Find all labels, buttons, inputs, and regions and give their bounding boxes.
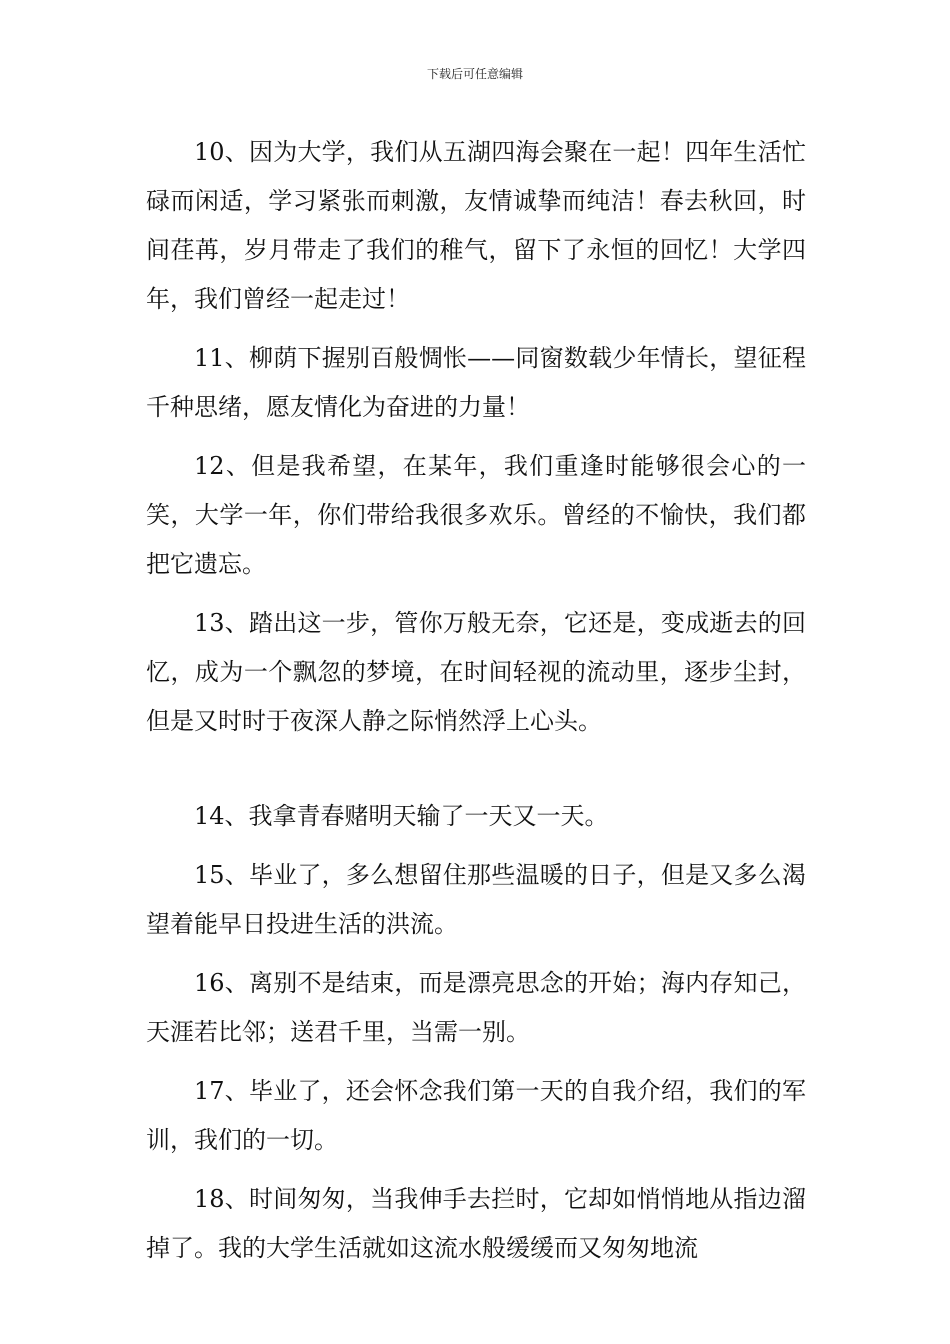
paragraph-10: 10、因为大学，我们从五湖四海会聚在一起！四年生活忙碌而闲适，学习紧张而刺激，友情诚挚而纯洁！春去秋回，时间荏苒，岁月带走了我们的稚气，留下了永恒的回忆！大学四年，我们曾经一起走过！ (146, 138, 806, 313)
paragraph-18: 18、时间匆匆，当我伸手去拦时，它却如悄悄地从指边溜掉了。我的大学生活就如这流水般缓缓而又匆匆地流 (146, 1185, 806, 1262)
paragraph-11: 11、柳荫下握别百般惆怅——同窗数载少年情长，望征程千种思绪，愿友情化为奋进的力量！ (146, 344, 806, 421)
page-header: 下载后可任意编辑 (426, 67, 523, 81)
paragraph-13: 13、踏出这一步，管你万般无奈，它还是，变成逝去的回忆，成为一个飘忽的梦境，在时间轻视的流动里，逐步尘封，但是又时时于夜深人静之际悄然浮上心头。 (146, 609, 806, 735)
document-body (146, 128, 806, 1283)
paragraph-17: 17、毕业了，还会怀念我们第一天的自我介绍，我们的军训，我们的一切。 (146, 1077, 806, 1154)
paragraph-15: 15、毕业了，多么想留住那些温暖的日子，但是又多么渴望着能早日投进生活的洪流。 (146, 861, 806, 938)
paragraph-12: 12、但是我希望，在某年，我们重逢时能够很会心的一笑，大学一年，你们带给我很多欢乐。曾经的不愉快，我们都把它遗忘。 (146, 452, 806, 578)
paragraph-14: 14、我拿青春赌明天输了一天又一天。 (194, 802, 609, 830)
paragraph-16: 16、离别不是结束，而是漂亮思念的开始；海内存知己，天涯若比邻；送君千里，当需一别。 (146, 969, 806, 1046)
